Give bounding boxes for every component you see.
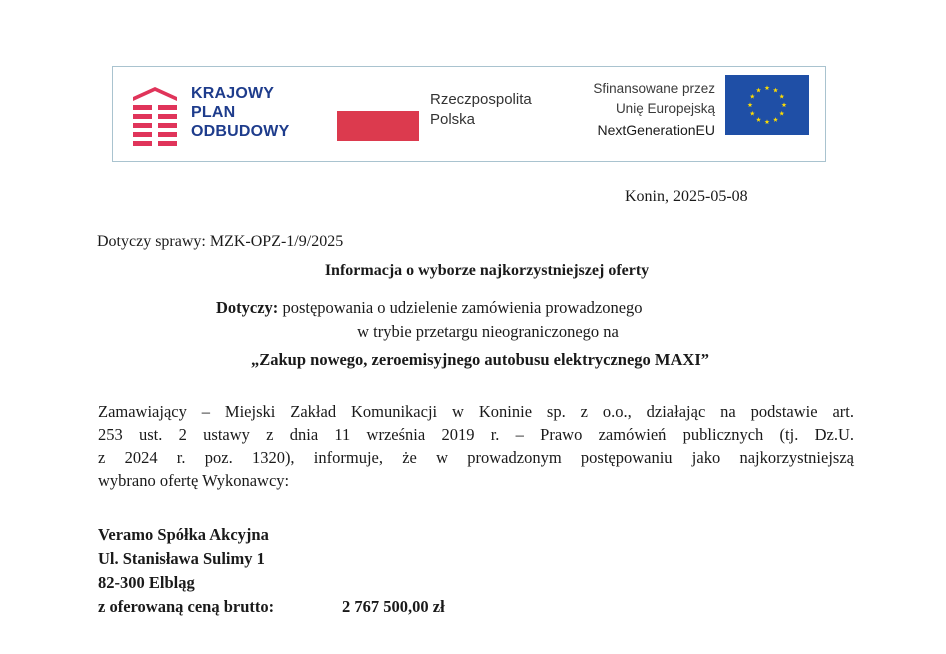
- rp-line: Polska: [430, 111, 476, 128]
- eu-line-3: NextGenerationEU: [597, 122, 715, 138]
- kpo-line: KRAJOWY: [191, 85, 275, 102]
- document-title: Informacja o wyborze najkorzystniejszej oferty: [324, 262, 650, 279]
- funding-banner: [112, 66, 826, 162]
- paragraph-line: z 2024 r. poz. 1320), informuje, że w prowadzonym postępowaniu jako najkorzystniejszą: [98, 448, 854, 467]
- subject-line-2: w trybie przetargu nieograniczonego na: [357, 322, 619, 341]
- price-label: z oferowaną ceną brutto:: [98, 597, 275, 616]
- paragraph-line: 253 ust. 2 ustawy z dnia 11 września 2019 r. – Prawo zamówień publicznych (tj. Dz.U.: [98, 425, 854, 444]
- rp-wordmark: [430, 90, 532, 130]
- city-date: Konin, 2025-05-08: [625, 188, 748, 205]
- kpo-line: ODBUDOWY: [191, 123, 290, 140]
- subject-line-1: [216, 298, 643, 318]
- eu-funding-text: [553, 79, 715, 141]
- procurement-title: „Zakup nowego, zeroemisyjnego autobusu elektrycznego MAXI”: [250, 350, 709, 369]
- eu-line-2: Unię Europejską: [615, 101, 715, 116]
- kpo-logo-icon: [131, 85, 179, 147]
- contractor-name: Veramo Spółka Akcyjna: [98, 525, 269, 544]
- contractor-block: [98, 523, 445, 619]
- poland-flag-icon: [337, 111, 419, 141]
- subject-text: postępowania o udzielenie zamówienia prowadzonego: [278, 298, 643, 317]
- paragraph-line: Zamawiający – Miejski Zakład Komunikacji w Koninie sp. z o.o., działając na podstawie art.: [98, 402, 854, 421]
- paragraph-line: wybrano ofertę Wykonawcy:: [98, 471, 290, 490]
- contractor-city: 82-300 Elbląg: [98, 573, 195, 592]
- price-value: 2 767 500,00 zł: [342, 597, 445, 616]
- contractor-street: Ul. Stanisława Sulimy 1: [98, 549, 265, 568]
- eu-flag-icon: [725, 75, 809, 135]
- decision-paragraph: [98, 400, 854, 492]
- price-row: [98, 595, 445, 619]
- kpo-line: PLAN: [191, 104, 236, 121]
- subject-label: Dotyczy:: [216, 298, 279, 317]
- kpo-wordmark: [191, 84, 289, 141]
- eu-line-1: Sfinansowane przez: [593, 81, 715, 96]
- rp-line: Rzeczpospolita: [430, 91, 532, 108]
- case-reference: Dotyczy sprawy: MZK-OPZ-1/9/2025: [97, 233, 344, 250]
